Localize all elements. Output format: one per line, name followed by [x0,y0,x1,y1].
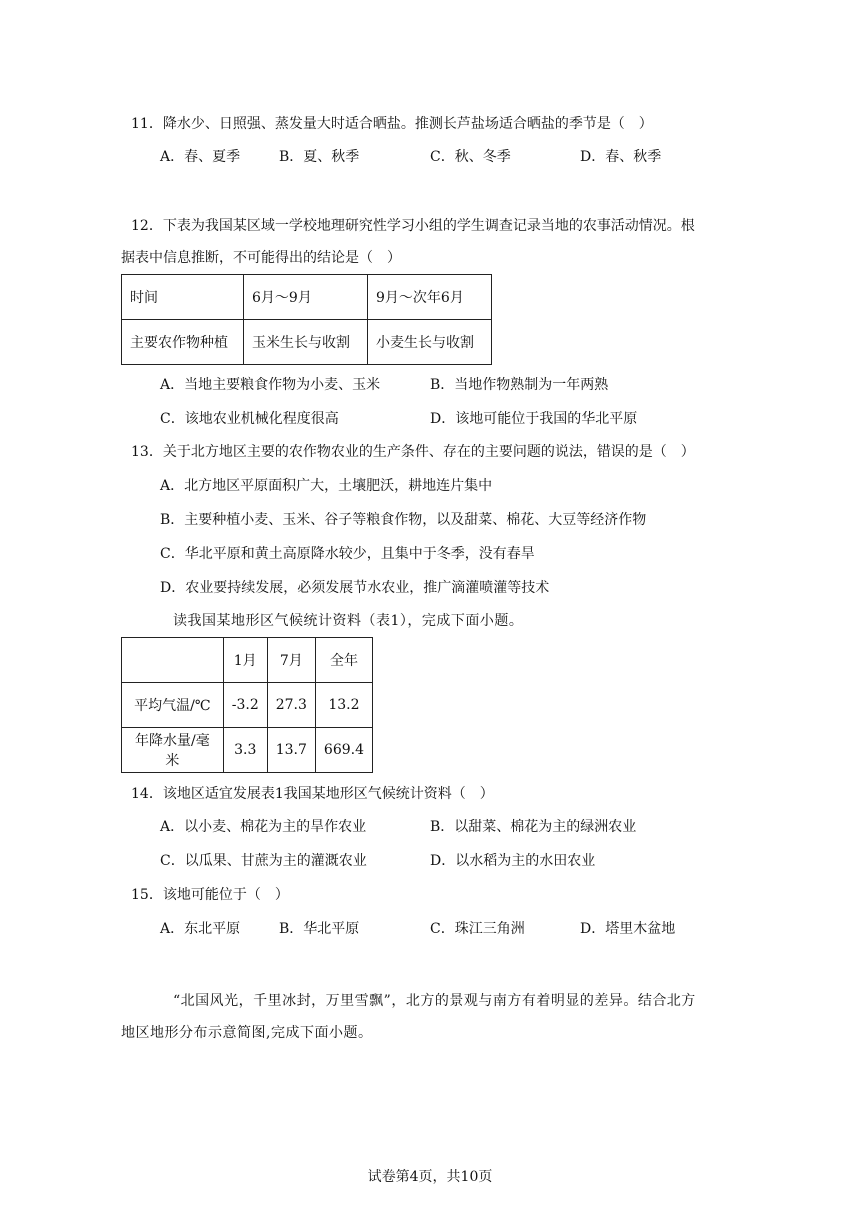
north-intro-line2: 地区地形分布示意简图,完成下面小题。 [121,1025,373,1041]
page-footer: 试卷第4页，共10页 [367,1169,493,1185]
table-cell: 6月～9月 [244,275,368,320]
question-13-stem: 13．关于北方地区主要的农作物农业的生产条件、存在的主要问题的说法，错误的是（ ） [131,444,695,460]
q13-option-c: C．华北平原和黄土高原降水较少，且集中于冬季，没有春旱 [160,546,535,562]
q14-option-b: B．以甜菜、棉花为主的绿洲农业 [430,819,637,835]
question-11-stem: 11．降水少、日照强、蒸发量大时适合晒盐。推测长芦盐场适合晒盐的季节是（ ） [131,116,653,132]
q11-option-d: D．春、秋季 [580,149,662,165]
q14-option-a: A．以小麦、棉花为主的旱作农业 [160,819,367,835]
table-cell: 时间 [122,275,244,320]
q15-option-a: A．东北平原 [160,921,241,937]
q15-option-d: D．塔里木盆地 [580,921,676,937]
q11-option-b: B．夏、秋季 [279,149,360,165]
table-row [122,728,373,773]
table-cell: 全年 [315,638,372,683]
table-row [122,320,492,365]
table-cell: -3.2 [223,683,267,728]
north-intro-line1: “北国风光，千里冰封，万里雪飘”，北方的景观与南方有着明显的差异。结合北方 [173,993,696,1009]
q12-option-a: A．当地主要粮食作物为小麦、玉米 [160,377,381,393]
question-12-stem-line2: 据表中信息推断，不可能得出的结论是（ ） [121,250,401,266]
table-cell: 小麦生长与收割 [368,320,492,365]
q13-option-a: A．北方地区平原面积广大，土壤肥沃，耕地连片集中 [160,478,493,494]
table-cell: 玉米生长与收割 [244,320,368,365]
table-cell: 27.3 [267,683,315,728]
q12-option-b: B．当地作物熟制为一年两熟 [430,377,609,393]
table-cell: 13.2 [315,683,372,728]
question-15-stem: 15．该地可能位于（ ） [131,887,289,903]
q15-option-b: B．华北平原 [279,921,360,937]
q11-option-c: C．秋、冬季 [430,149,511,165]
table-cell: 3.3 [223,728,267,773]
farming-activity-table [121,274,492,365]
table-cell: 669.4 [315,728,372,773]
q11-option-a: A．春、夏季 [160,149,241,165]
table-cell: 平均气温/℃ [122,683,224,728]
table-row [122,275,492,320]
table-cell: 主要农作物种植 [122,320,244,365]
table-cell: 7月 [267,638,315,683]
table-row [122,683,373,728]
q14-option-c: C．以瓜果、甘蔗为主的灌溉农业 [160,853,367,869]
q14-option-d: D．以水稻为主的水田农业 [430,853,596,869]
q15-option-c: C．珠江三角洲 [430,921,525,937]
table-cell: 年降水量/毫米 [122,728,224,773]
table-cell: 9月～次年6月 [368,275,492,320]
q12-option-d: D．该地可能位于我国的华北平原 [430,411,638,427]
q12-option-c: C．该地农业机械化程度很高 [160,411,339,427]
table-cell: 1月 [223,638,267,683]
question-14-stem: 14．该地区适宜发展表1我国某地形区气候统计资料（ ） [131,786,494,802]
climate-table [121,637,373,773]
climate-intro: 读我国某地形区气候统计资料（表1），完成下面小题。 [173,613,524,629]
table-cell: 13.7 [267,728,315,773]
question-12-stem-line1: 12．下表为我国某区域一学校地理研究性学习小组的学生调查记录当地的农事活动情况。根 [131,218,695,234]
q13-option-d: D．农业要持续发展，必须发展节水农业，推广滴灌喷灌等技术 [160,580,550,596]
table-cell [122,638,224,683]
table-row [122,638,373,683]
q13-option-b: B．主要种植小麦、玉米、谷子等粮食作物，以及甜菜、棉花、大豆等经济作物 [160,512,647,528]
